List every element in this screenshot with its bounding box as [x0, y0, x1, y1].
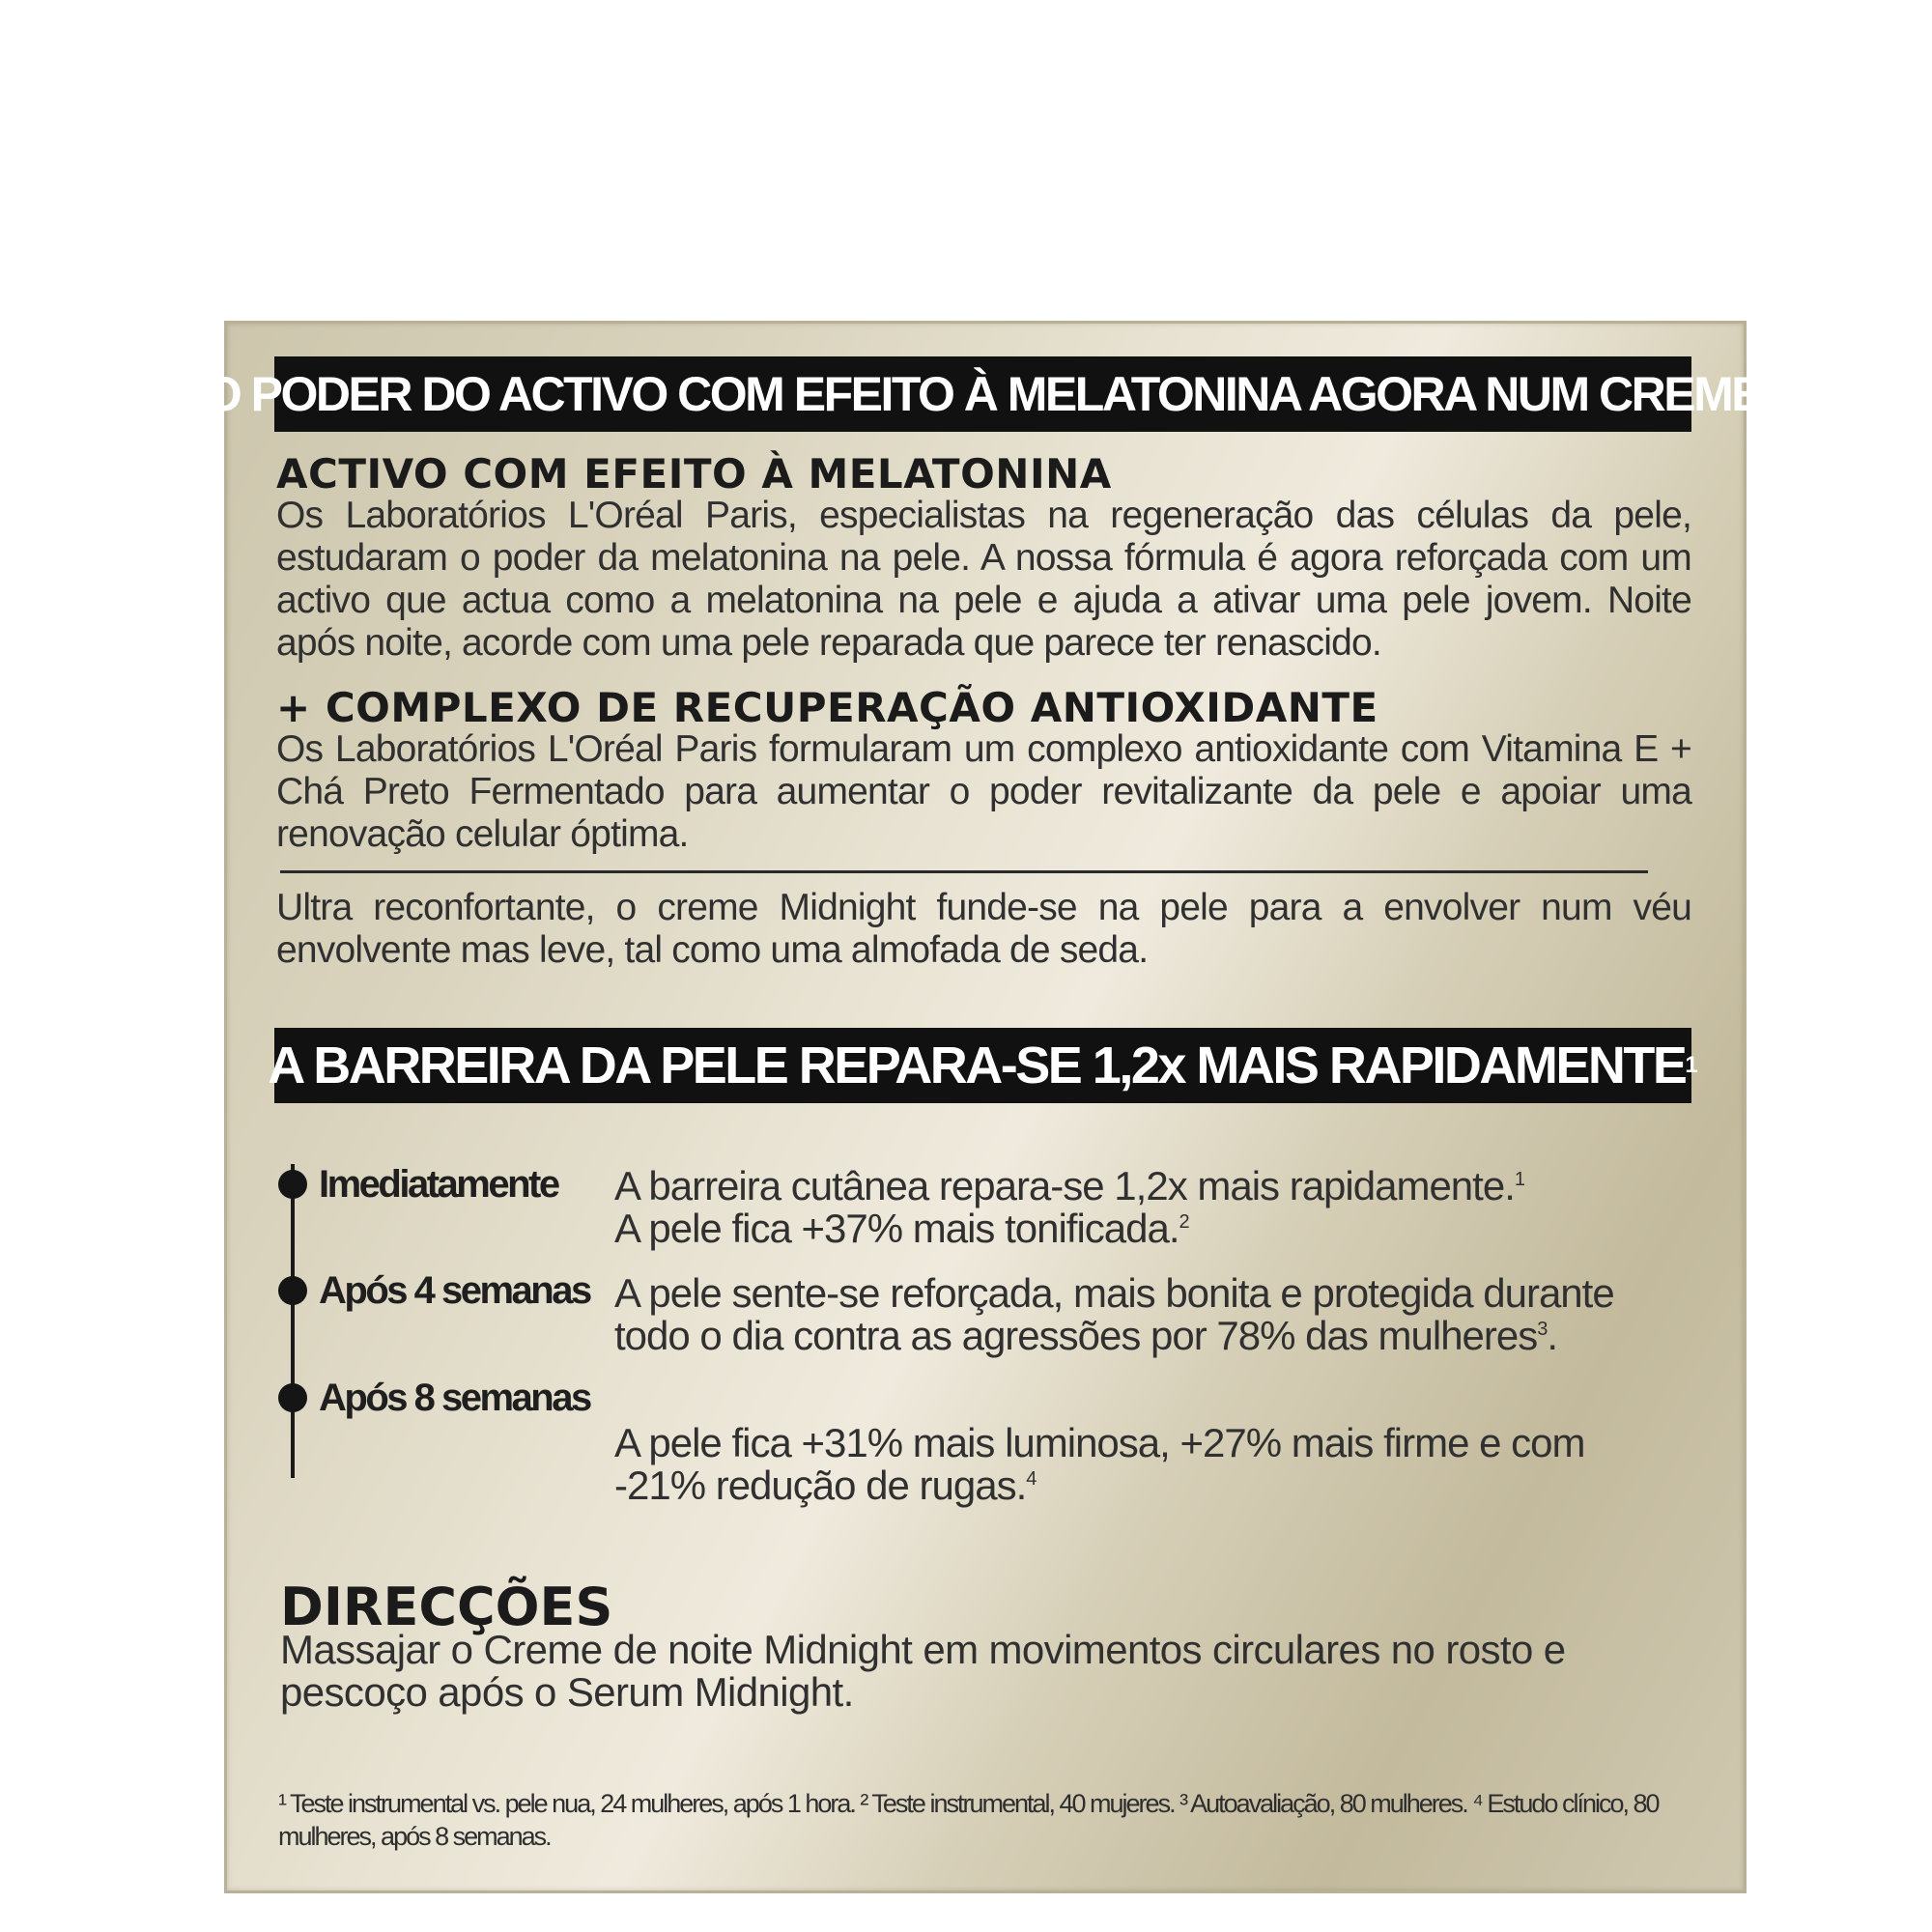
- timeline-dot: [278, 1276, 307, 1305]
- barrier-banner-text: A BARREIRA DA PELE REPARA-SE 1,2x MAIS RAPIDAMENTE: [268, 1037, 1686, 1094]
- section-title-melatonin: ACTIVO COM EFEITO À MELATONINA: [276, 450, 1112, 497]
- directions-text: Massajar o Creme de noite Midnight em movimentos circulares no rosto e pescoço após o Serum Midnight.: [280, 1627, 1566, 1715]
- timeline-label-8-weeks: Após 8 semanas: [319, 1377, 590, 1419]
- section-title-antioxidant: + COMPLEXO DE RECUPERAÇÃO ANTIOXIDANTE: [276, 684, 1378, 731]
- divider: [280, 870, 1648, 873]
- section-text-antioxidant: Os Laboratórios L'Oréal Paris formularam um complexo antioxidante com Vitamina E + Chá Preto Fermentado para aumentar o poder revitalizante da pele e apoiar uma renovação celular óptima.: [276, 728, 1691, 855]
- barrier-banner-footnote-mark: 1: [1685, 1052, 1698, 1078]
- timeline-line: [291, 1164, 295, 1478]
- timeline-text-immediately: A barreira cutânea repara-se 1,2x mais rapidamente.$^1$ A pele fica +37% mais tonificada.$^2$: [614, 1163, 1524, 1251]
- footnotes: ¹ Teste instrumental vs. pele nua, 24 mulheres, após 1 hora. ² Teste instrumental, 40 mujeres. ³ Autoavaliação, 80 mulheres. ⁴ Estudo clínico, 80 mulheres, após 8 semanas.: [278, 1789, 1659, 1851]
- timeline-dot: [278, 1383, 307, 1412]
- timeline-label-4-weeks: Após 4 semanas: [319, 1269, 590, 1312]
- timeline-text-8-weeks: A pele fica +31% mais luminosa, +27% mais firme e com -21% redução de rugas.$^4$: [614, 1420, 1585, 1508]
- headline-banner-text: O PODER DO ACTIVO COM EFEITO À MELATONINA AGORA NUM CREME: [204, 367, 1762, 421]
- timeline-dot: [278, 1170, 307, 1199]
- timeline-text-4-weeks: A pele sente-se reforçada, mais bonita e protegida durante todo o dia contra as agressões por 78% das mulheres$^3$.: [614, 1270, 1614, 1358]
- headline-banner: [204, 356, 1762, 432]
- texture-text: Ultra reconfortante, o creme Midnight funde-se na pele para a envolver num véu envolvente mas leve, tal como uma almofada de seda.: [276, 887, 1691, 971]
- section-text-melatonin: Os Laboratórios L'Oréal Paris, especialistas na regeneração das células da pele, estudaram o poder da melatonina na pele. A nossa fórmula é agora reforçada com um activo que actua como a melatonina na pele e ajuda a ativar uma pele jovem. Noite após noite, acorde com uma pele reparada que parece ter renascido.: [276, 495, 1691, 664]
- barrier-banner: [268, 1028, 1698, 1103]
- timeline-label-immediately: Imediatamente: [319, 1163, 558, 1206]
- directions-title: DIRECÇÕES: [280, 1577, 613, 1637]
